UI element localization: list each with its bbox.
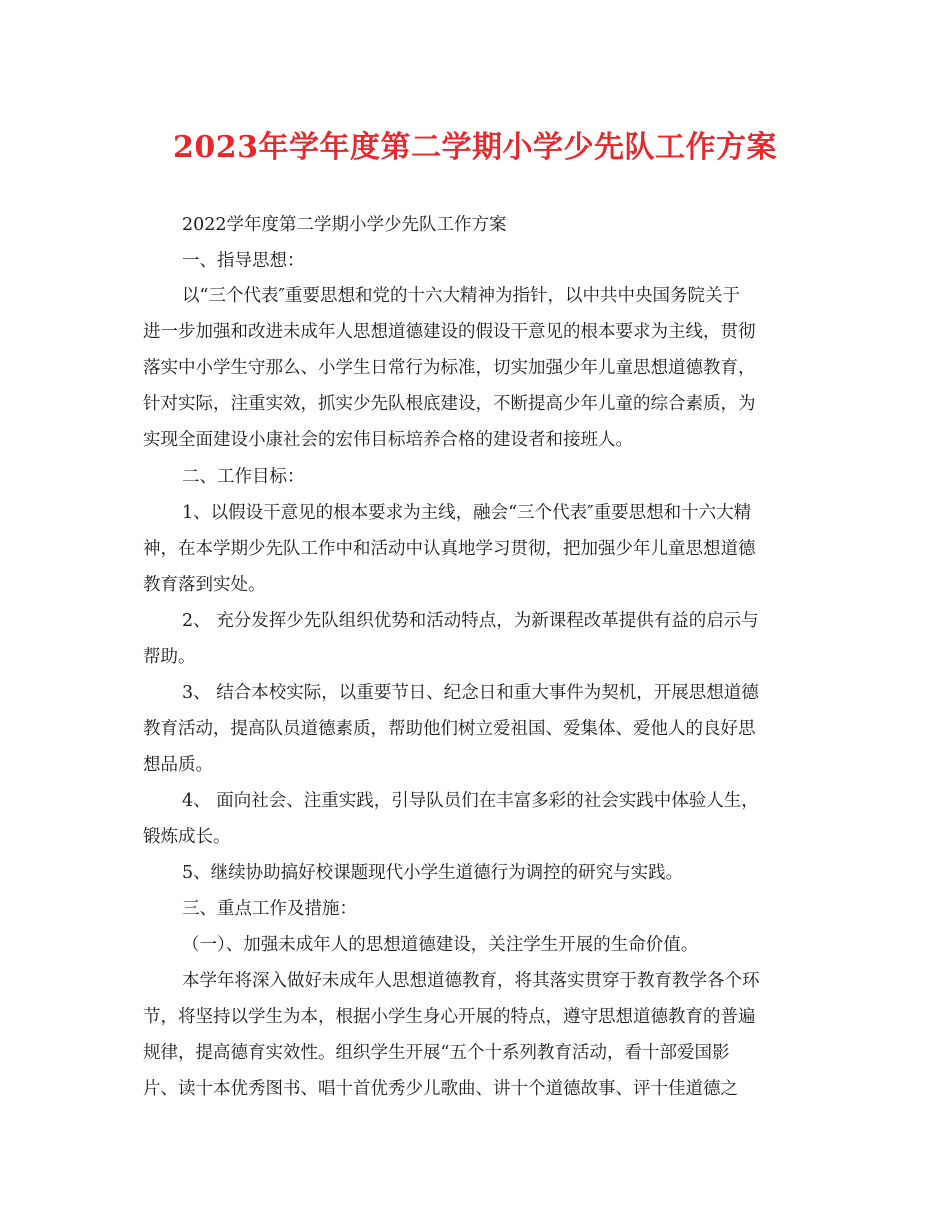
paragraph-line: 教育落到实处。 [143, 575, 266, 595]
paragraph-line: 5、继续协助搞好校课题现代小学生道德行为调控的研究与实践。 [182, 863, 684, 883]
paragraph-line: 帮助。 [143, 647, 196, 667]
document-title: 2023年学年度第二学期小学少先队工作方案 [173, 130, 777, 165]
paragraph-line: 锻炼成长。 [143, 827, 231, 847]
paragraph-line: 想品质。 [143, 755, 213, 775]
paragraph-line: 本学年将深入做好未成年人思想道德教育，将其落实贯穿于教育教学各个环 [182, 971, 760, 991]
paragraph-line: 2、 充分发挥少先队组织优势和活动特点，为新课程改革提供有益的启示与 [182, 611, 759, 631]
paragraph-line: 落实中小学生守那么、小学生日常行为标准，切实加强少年儿童思想道德教育， [143, 358, 756, 378]
subtitle-line: 2022学年度第二学期小学少先队工作方案 [182, 215, 507, 235]
paragraph-line: 以“三个代表″重要思想和党的十六大精神为指针，以中共中央国务院关于 [182, 286, 740, 306]
paragraph-line: 3、 结合本校实际，以重要节日、纪念日和重大事件为契机，开展思想道德 [182, 683, 759, 703]
section-heading: 三、重点工作及措施： [182, 899, 357, 919]
paragraph-line: 实现全面建设小康社会的宏伟目标培养合格的建设者和接班人。 [143, 430, 633, 450]
paragraph-line: 教育活动，提高队员道德素质，帮助他们树立爱祖国、爱集体、爱他人的良好思 [143, 719, 756, 739]
paragraph-line: 进一步加强和改进未成年人思想道德建设的假设干意见的根本要求为主线，贯彻 [143, 322, 756, 342]
subsection-heading: （一）、加强未成年人的思想道德建设，关注学生开展的生命价值。 [182, 935, 699, 955]
paragraph-line: 针对实际，注重实效，抓实少先队根底建设，不断提高少年儿童的综合素质，为 [143, 394, 756, 414]
section-heading: 二、工作目标： [182, 467, 305, 487]
section-heading: 一、指导思想： [182, 251, 305, 271]
paragraph-line: 节，将坚持以学生为本，根据小学生身心开展的特点，遵守思想道德教育的普遍 [143, 1007, 756, 1027]
paragraph-line: 规律，提高德育实效性。组织学生开展“五个十系列教育活动，看十部爱国影 [143, 1043, 730, 1063]
paragraph-line: 片、读十本优秀图书、唱十首优秀少儿歌曲、讲十个道德故事、评十佳道德之 [143, 1079, 738, 1099]
paragraph-line: 4、 面向社会、注重实践，引导队员们在丰富多彩的社会实践中体验人生， [182, 791, 759, 811]
paragraph-line: 神，在本学期少先队工作中和活动中认真地学习贯彻，把加强少年儿童思想道德 [143, 539, 756, 559]
paragraph-line: 1、以假设干意见的根本要求为主线，融会“三个代表″重要思想和十六大精 [182, 503, 752, 523]
